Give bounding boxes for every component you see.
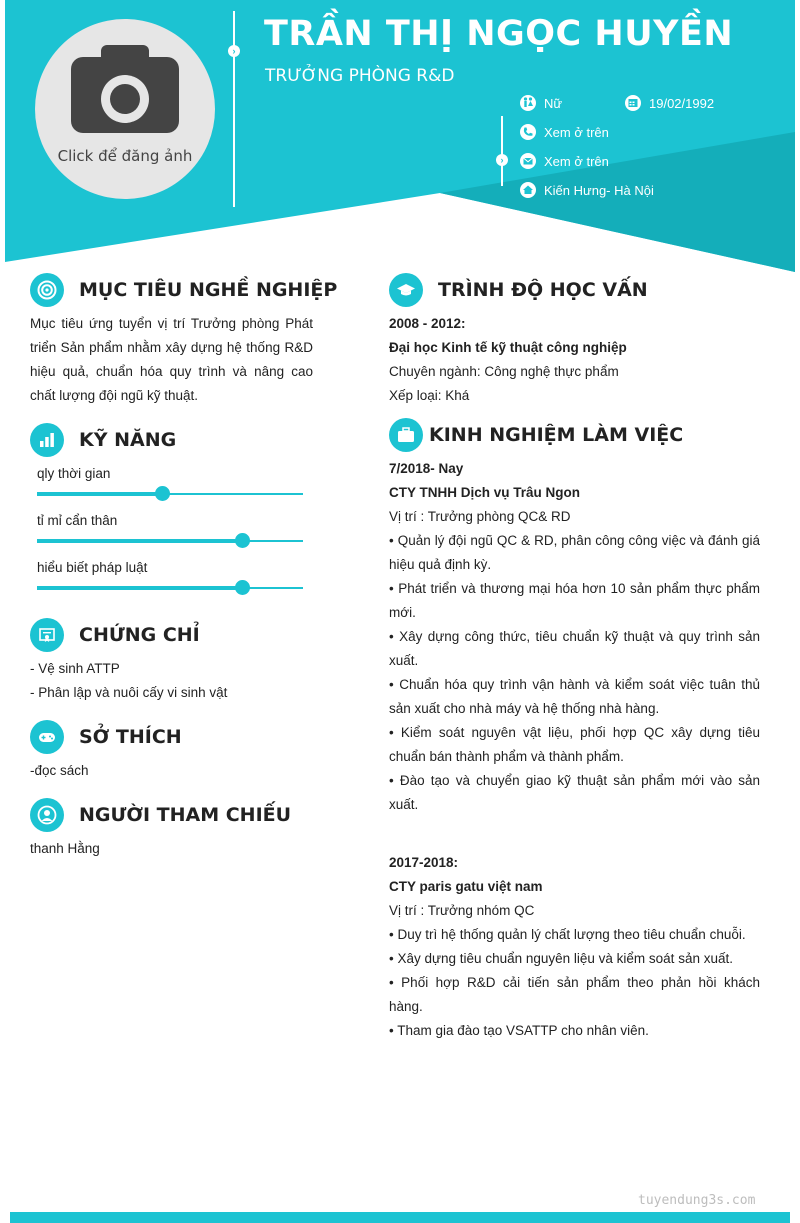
education-heading [389,273,648,307]
skill-bar [37,540,303,542]
bar-chart-icon [30,423,64,457]
job-line: • Quản lý đội ngũ QC & RD, phân công công việc và đánh giá [389,533,760,548]
objective-line: chất lượng đội ngũ kỹ thuật. [30,388,198,403]
certificates-list [30,657,313,705]
job-role: Vị trí : Trưởng nhóm QC [389,903,535,918]
job-line: • Xây dựng công thức, tiêu chuẩn kỹ thuật và quy trình sản [389,629,760,644]
phone-value: Xem ở trên [544,124,609,140]
home-icon [520,182,536,198]
job-line: • Phát triển và thương mại hóa hơn 10 sản phẩm thực phẩm [389,581,760,596]
job-line: mới. [389,605,416,620]
education-school: Đại học Kinh tế kỹ thuật công nghiệp [389,340,627,355]
gender-value: Nữ [544,95,563,111]
job-role: Vị trí : Trưởng phòng QC& RD [389,509,571,524]
job-line: • Xây dựng tiêu chuẩn nguyên liệu và kiểm soát sản xuất. [389,951,733,966]
footer-bar [10,1212,790,1223]
camera-icon [71,41,179,133]
contact-divider [501,116,503,186]
job-line: sản xuất cho nhà máy và hệ thống nhà hàng. [389,701,660,716]
job-line: chuẩn bán thành phẩm và thành phẩm. [389,749,624,764]
skills-title: KỸ NĂNG [79,429,177,451]
user-icon [30,798,64,832]
job-line: xuất. [389,797,419,812]
gamepad-icon [30,720,64,754]
gender-icon [520,95,536,111]
chevron-right-icon: › [496,154,508,166]
education-grade: Xếp loại: Khá [389,388,470,403]
graduation-cap-icon [389,273,423,307]
candidate-name: TRẦN THỊ NGỌC HUYỀN [264,14,734,54]
skill-label: tỉ mỉ cẩn thân [37,513,118,528]
gender-info [520,95,562,111]
phone-info [520,124,609,140]
address-info [520,182,654,198]
skill-fill [37,539,242,543]
education-period: 2008 - 2012: [389,316,466,331]
certificate-item: - Phân lập và nuôi cấy vi sinh vật [30,685,228,700]
job-line: • Chuẩn hóa quy trình vận hành và kiểm soát việc tuân thủ [389,677,760,692]
skill-label: hiểu biết pháp luật [37,560,148,575]
email-value: Xem ở trên [544,153,609,169]
skill-label: qly thời gian [37,466,111,481]
job-line: hiệu quả định kỳ. [389,557,492,572]
hobbies-text [30,759,313,783]
calendar-icon [625,95,641,111]
certificate-icon [30,618,64,652]
certificate-item: - Vệ sinh ATTP [30,661,120,676]
birthday-value: 19/02/1992 [649,95,715,111]
candidate-position: TRƯỞNG PHÒNG R&D [265,66,455,86]
watermark: tuyendung3s.com [638,1193,756,1208]
references-title: NGƯỜI THAM CHIẾU [79,804,292,826]
skill-fill [37,492,162,496]
hobbies-heading [30,720,182,754]
experience-job [389,457,760,817]
job-company: CTY TNHH Dịch vụ Trâu Ngon [389,485,581,500]
reference-item: thanh Hằng [30,841,100,856]
experience-title: KINH NGHIỆM LÀM VIỆC [429,424,684,446]
certificates-heading [30,618,200,652]
job-line: • Duy trì hệ thống quản lý chất lượng theo tiêu chuẩn chuỗi. [389,927,746,942]
objective-line: Mục tiêu ứng tuyển vị trí Trưởng phòng Phát [30,316,313,331]
objective-line: hiệu quả, chuẩn hóa quy trình và nâng cao [30,364,313,379]
photo-upload-label: Click để đăng ảnh [57,147,193,165]
objective-line: triển Sản phẩm nhằm xây dựng hệ thống R&D [30,340,313,355]
objective-title: MỤC TIÊU NGHỀ NGHIỆP [79,279,338,301]
header-divider [233,11,235,207]
job-company: CTY paris gatu việt nam [389,879,543,894]
job-line: • Tham gia đào tạo VSATTP cho nhân viên. [389,1023,649,1038]
skill-knob[interactable] [235,580,250,595]
address-value: Kiến Hưng- Hà Nội [544,182,654,198]
skill-fill [37,586,242,590]
education-major: Chuyên ngành: Công nghệ thực phẩm [389,364,619,379]
experience-heading [389,418,683,452]
profile-photo-upload[interactable] [35,19,215,199]
skill-knob[interactable] [235,533,250,548]
target-icon [30,273,64,307]
job-period: 7/2018- Nay [389,461,464,476]
skill-bar [37,493,303,495]
job-line: xuất. [389,653,419,668]
job-line: • Phối hợp R&D cải tiến sản phẩm theo phản hồi khách [389,975,760,990]
birthday-info [625,95,714,111]
hobbies-title: SỞ THÍCH [79,726,182,748]
objective-text [30,312,313,408]
education-details [389,312,760,408]
phone-icon [520,124,536,140]
skills-heading [30,423,176,457]
skill-knob[interactable] [155,486,170,501]
email-icon [520,153,536,169]
briefcase-icon [389,418,423,452]
chevron-right-icon: › [228,45,240,57]
email-info [520,153,609,169]
job-period: 2017-2018: [389,855,459,870]
objective-heading [30,273,337,307]
references-heading [30,798,291,832]
hobby-item: -đọc sách [30,763,89,778]
education-title: TRÌNH ĐỘ HỌC VẤN [438,279,648,301]
job-line: • Kiểm soát nguyên vật liệu, phối hợp QC xây dựng tiêu [389,725,760,740]
skill-bar [37,587,303,589]
experience-job [389,851,760,1043]
job-line: hàng. [389,999,423,1014]
references-text [30,837,313,861]
job-line: • Đào tạo và chuyển giao kỹ thuật sản phẩm mới vào sản [389,773,760,788]
certificates-title: CHỨNG CHỈ [79,624,200,646]
